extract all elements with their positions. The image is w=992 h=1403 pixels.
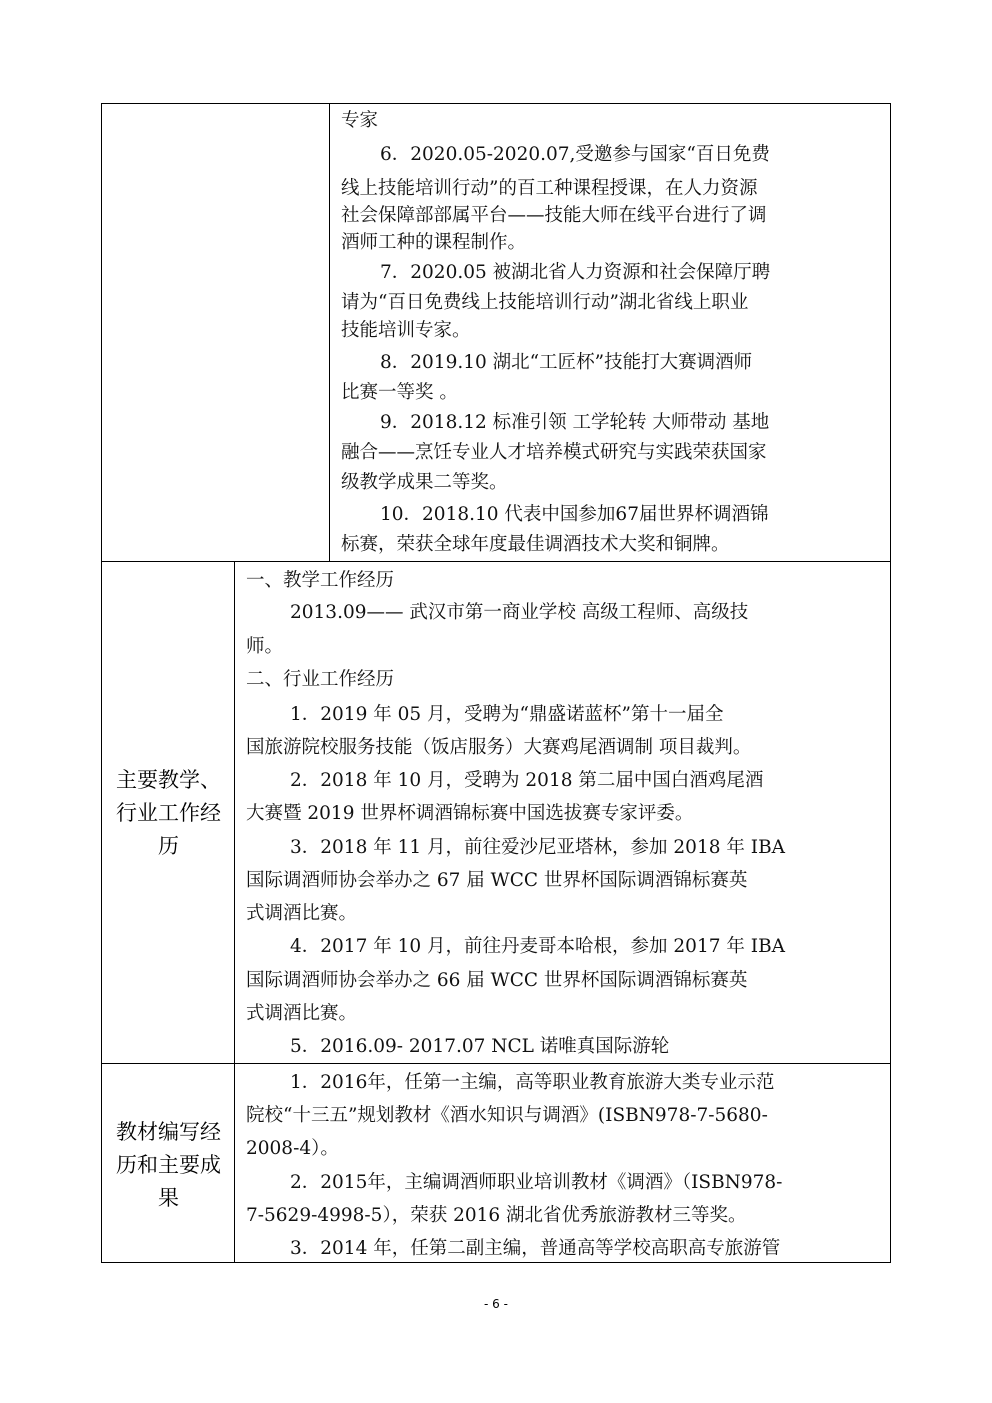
- text-line: 7-5629-4998-5），荣获 2016 湖北省优秀旅游教材三等奖。: [246, 1205, 747, 1226]
- text-line: 国际调酒师协会举办之 67 届 WCC 世界杯国际调酒锦标赛英: [246, 870, 748, 891]
- text-line: 2．2018 年 10 月，受聘为 2018 第二届中国白酒鸡尾酒: [290, 770, 764, 791]
- text-line: 式调酒比赛。: [246, 903, 358, 924]
- row-label-line: 主要教学、: [116, 768, 221, 792]
- text-line: 一、教学工作经历: [246, 570, 395, 591]
- text-line: 1．2016年，任第一主编，高等职业教育旅游大类专业示范: [290, 1072, 775, 1093]
- text-line: 级教学成果二等奖。: [341, 472, 508, 493]
- column-divider-top: [329, 103, 330, 561]
- text-line: 3．2018 年 11 月，前往爱沙尼亚塔林，参加 2018 年 IBA: [290, 837, 786, 858]
- text-line: 7．2020.05 被湖北省人力资源和社会保障厅聘: [380, 262, 771, 283]
- text-line: 国际调酒师协会举办之 66 届 WCC 世界杯国际调酒锦标赛英: [246, 970, 748, 991]
- text-line: 6．2020.05-2020.07,受邀参与国家“百日免费: [380, 144, 770, 165]
- page-number: - 6 -: [484, 1297, 508, 1311]
- text-line: 3．2014 年，任第二副主编，普通高等学校高职高专旅游管: [290, 1238, 781, 1259]
- row-label-line: 历和主要成: [116, 1153, 221, 1177]
- row-label-line: 历: [158, 834, 179, 858]
- text-line: 2．2015年，主编调酒师职业培训教材《调酒》（ISBN978-: [290, 1172, 783, 1193]
- text-line: 融合——烹饪专业人才培养模式研究与实践荣获国家: [341, 442, 767, 463]
- row-label-line: 行业工作经: [116, 801, 221, 825]
- text-line: 式调酒比赛。: [246, 1003, 358, 1024]
- text-line: 8．2019.10 湖北“工匠杯”技能打大赛调酒师: [380, 352, 753, 373]
- text-line: 1．2019 年 05 月，受聘为“鼎盛诺蓝杯”第十一届全: [290, 704, 724, 725]
- row-label-line: 教材编写经: [116, 1120, 221, 1144]
- text-line: 酒师工种的课程制作。: [341, 232, 527, 253]
- text-line: 请为“百日免费线上技能培训行动”湖北省线上职业: [341, 292, 749, 313]
- text-line: 国旅游院校服务技能（饭店服务）大赛鸡尾酒调制 项目裁判。: [246, 737, 752, 758]
- text-line: 专家: [341, 110, 379, 131]
- text-line: 技能培训专家。: [341, 320, 471, 341]
- row-label-line: 果: [158, 1186, 179, 1210]
- text-line: 10．2018.10 代表中国参加67届世界杯调酒锦: [380, 504, 769, 525]
- text-line: 师。: [246, 636, 284, 657]
- text-line: 大赛暨 2019 世界杯调酒锦标赛中国选拔赛专家评委。: [246, 803, 694, 824]
- column-divider-lower: [234, 561, 235, 1263]
- text-line: 院校“十三五”规划教材《酒水知识与调酒》(ISBN978-7-5680-: [246, 1105, 768, 1126]
- text-line: 4．2017 年 10 月，前往丹麦哥本哈根，参加 2017 年 IBA: [290, 936, 786, 957]
- text-line: 比赛一等奖 。: [341, 382, 458, 403]
- text-line: 5．2016.09- 2017.07 NCL 诺唯真国际游轮: [290, 1036, 670, 1057]
- text-line: 社会保障部部属平台——技能大师在线平台进行了调: [341, 205, 767, 226]
- text-line: 标赛，荣获全球年度最佳调酒技术大奖和铜牌。: [341, 534, 730, 555]
- text-line: 2008-4）。: [246, 1138, 339, 1159]
- text-line: 二、行业工作经历: [246, 669, 395, 690]
- text-line: 9．2018.12 标准引领 工学轮转 大师带动 基地: [380, 412, 770, 433]
- text-line: 2013.09—— 武汉市第一商业学校 高级工程师、高级技: [290, 602, 749, 623]
- text-line: 线上技能培训行动”的百工种课程授课，在人力资源: [341, 178, 758, 199]
